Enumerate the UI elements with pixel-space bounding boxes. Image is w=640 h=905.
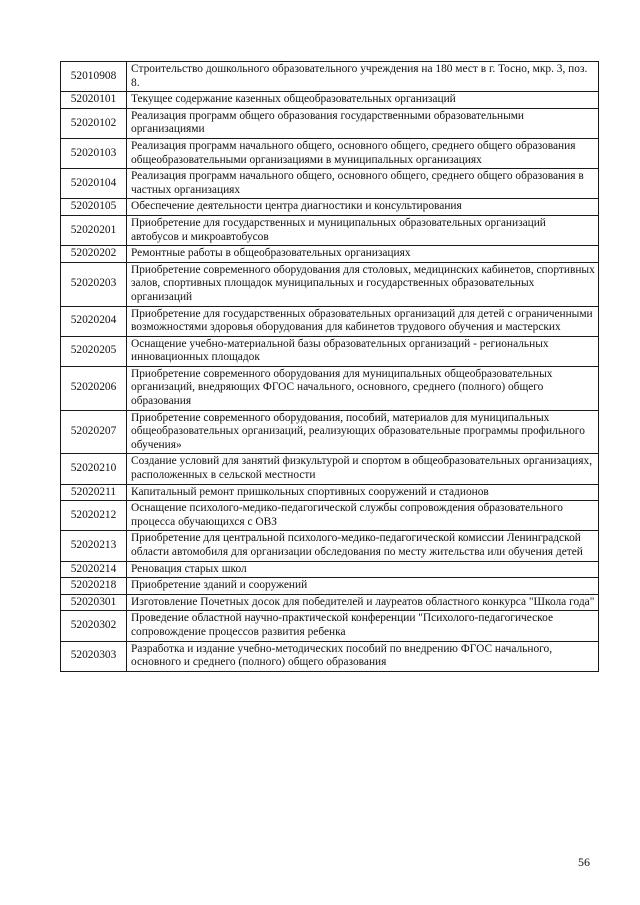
row-description: Приобретение для государственных образовательных организаций для детей с ограниченными возможностями здоровья оборудования для кабинетов трудового обучения и мастерских — [127, 306, 599, 336]
table-row — [61, 199, 599, 216]
table-row — [61, 501, 599, 531]
table-row — [61, 366, 599, 410]
row-code: 52020202 — [61, 246, 127, 263]
row-code: 52020210 — [61, 454, 127, 484]
row-code: 52020213 — [61, 531, 127, 561]
table-row — [61, 594, 599, 611]
row-code: 52020303 — [61, 641, 127, 671]
table-row — [61, 611, 599, 641]
row-description: Оснащение учебно-материальной базы образовательных организаций - региональных инновационных площадок — [127, 336, 599, 366]
table-row — [61, 578, 599, 595]
row-description: Приобретение зданий и сооружений — [127, 578, 599, 595]
table-row — [61, 454, 599, 484]
row-code: 52020211 — [61, 484, 127, 501]
row-code: 52020218 — [61, 578, 127, 595]
row-description: Создание условий для занятий физкультурой и спортом в общеобразовательных организациях, расположенных в сельской местности — [127, 454, 599, 484]
table-row — [61, 92, 599, 109]
table-row — [61, 246, 599, 263]
row-code: 52020301 — [61, 594, 127, 611]
row-description: Приобретение современного оборудования для муниципальных общеобразовательных организаций, внедряющих ФГОС начального, основного, среднего (полного) общего образования — [127, 366, 599, 410]
row-description: Реализация программ начального общего, основного общего, среднего общего образования общеобразовательными организациями в муниципальных организациях — [127, 138, 599, 168]
table-row — [61, 531, 599, 561]
row-description: Реализация программ начального общего, основного общего, среднего общего образования в частных организациях — [127, 169, 599, 199]
row-code: 52020212 — [61, 501, 127, 531]
row-code: 52020207 — [61, 410, 127, 454]
row-description: Реализация программ общего образования государственными образовательными организациями — [127, 108, 599, 138]
row-code: 52020103 — [61, 138, 127, 168]
table-row — [61, 262, 599, 306]
budget-codes-table — [60, 61, 599, 672]
row-description: Строительство дошкольного образовательного учреждения на 180 мест в г. Тосно, мкр. 3, поз. 8. — [127, 62, 599, 92]
page-number: 56 — [578, 855, 590, 869]
row-code: 52020302 — [61, 611, 127, 641]
table-row — [61, 410, 599, 454]
table-row — [61, 62, 599, 92]
row-description: Разработка и издание учебно-методических пособий по внедрению ФГОС начального, основного и среднего (полного) общего образования — [127, 641, 599, 671]
table-row — [61, 561, 599, 578]
row-description: Приобретение для центральной психолого-медико-педагогической комиссии Ленинградской области автомобиля для организации обследования по месту жительства или обучения детей — [127, 531, 599, 561]
row-description: Обеспечение деятельности центра диагностики и консультирования — [127, 199, 599, 216]
table-row — [61, 215, 599, 245]
row-code: 52020102 — [61, 108, 127, 138]
row-description: Ремонтные работы в общеобразовательных организациях — [127, 246, 599, 263]
row-code: 52020105 — [61, 199, 127, 216]
row-description: Приобретение современного оборудования для столовых, медицинских кабинетов, спортивных залов, спортивных площадок муниципальных и государственных образовательных организаций — [127, 262, 599, 306]
table-row — [61, 484, 599, 501]
table-row — [61, 169, 599, 199]
row-description: Текущее содержание казенных общеобразовательных организаций — [127, 92, 599, 109]
row-code: 52010908 — [61, 62, 127, 92]
row-description: Приобретение для государственных и муниципальных образовательных организаций автобусов и микроавтобусов — [127, 215, 599, 245]
row-description: Оснащение психолого-медико-педагогической службы сопровождения образовательного процесса обучающихся с ОВЗ — [127, 501, 599, 531]
row-code: 52020104 — [61, 169, 127, 199]
row-code: 52020203 — [61, 262, 127, 306]
row-code: 52020201 — [61, 215, 127, 245]
row-code: 52020204 — [61, 306, 127, 336]
table-row — [61, 641, 599, 671]
row-description: Приобретение современного оборудования, пособий, материалов для муниципальных общеобразовательных организаций, реализующих образовательные программы профильного обучения» — [127, 410, 599, 454]
row-code: 52020214 — [61, 561, 127, 578]
row-description: Реновация старых школ — [127, 561, 599, 578]
table-row — [61, 138, 599, 168]
row-code: 52020206 — [61, 366, 127, 410]
table-row — [61, 108, 599, 138]
row-code: 52020101 — [61, 92, 127, 109]
row-code: 52020205 — [61, 336, 127, 366]
table-row — [61, 306, 599, 336]
row-description: Изготовление Почетных досок для победителей и лауреатов областного конкурса "Школа года" — [127, 594, 599, 611]
row-description: Капитальный ремонт пришкольных спортивных сооружений и стадионов — [127, 484, 599, 501]
row-description: Проведение областной научно-практической конференции "Психолого-педагогическое сопровождение процессов развития ребенка — [127, 611, 599, 641]
table-row — [61, 336, 599, 366]
